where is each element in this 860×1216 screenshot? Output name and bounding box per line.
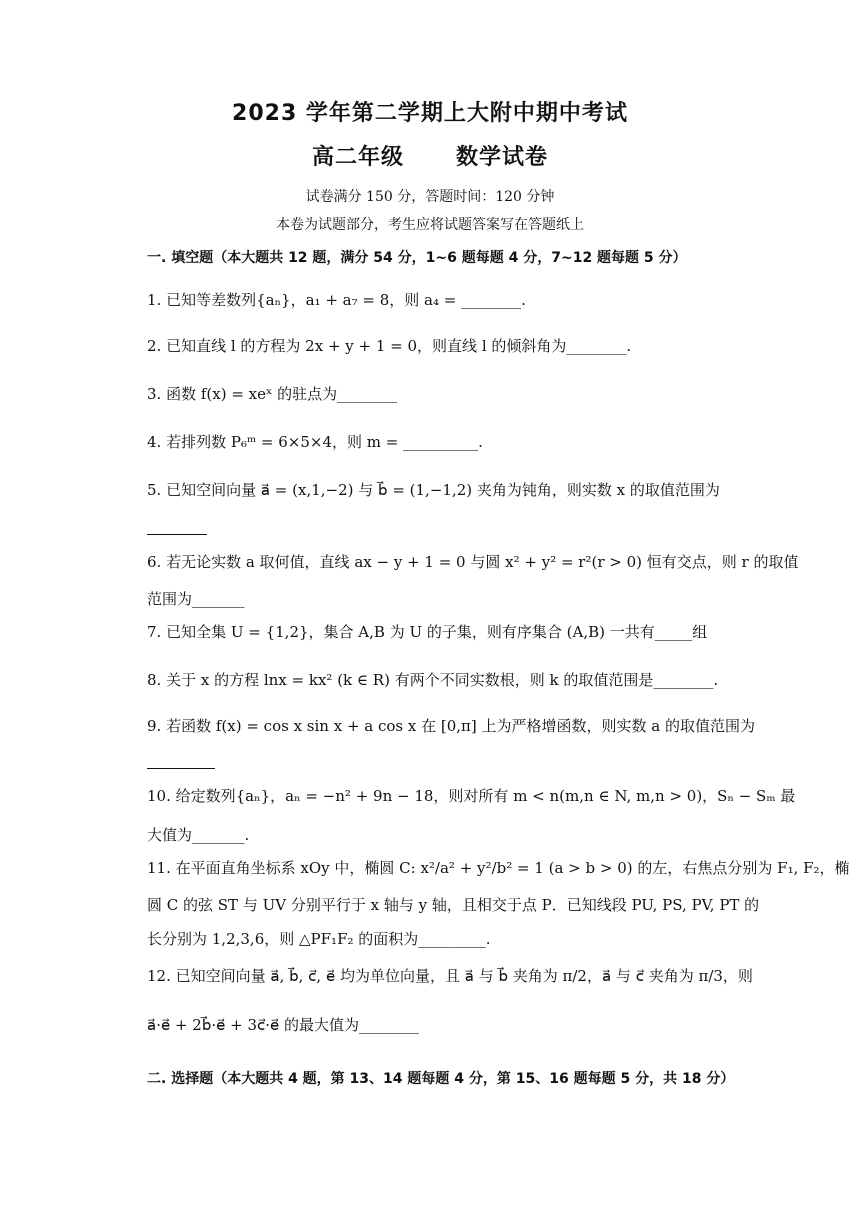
question-9-answer-blank <box>147 768 215 769</box>
exam-title: 2023 学年第二学期上大附中期中考试 <box>232 101 628 126</box>
question-5-answer-blank <box>147 534 207 535</box>
exam-subtitle: 高二年级 数学试卷 <box>312 145 548 170</box>
question-1: 1. 已知等差数列{aₙ}，a₁ + a₇ = 8，则 a₄ = ________. <box>147 291 526 309</box>
exam-note: 本卷为试题部分，考生应将试题答案写在答题纸上 <box>276 217 584 233</box>
section-1-heading: 一. 填空题（本大题共 12 题，满分 54 分，1~6 题每题 4 分，7~12 题每题 5 分） <box>147 250 687 266</box>
question-11: 11. 在平面直角坐标系 xOy 中，椭圆 C: x²/a² + y²/b² = 1 (a > b > 0) 的左，右焦点分别为 F₁, F₂，椭 <box>147 859 850 877</box>
question-8: 8. 关于 x 的方程 lnx = kx² (k ∈ R) 有两个不同实数根，则 k 的取值范围是________. <box>147 671 719 689</box>
question-3: 3. 函数 f(x) = xeˣ 的驻点为________ <box>147 385 398 403</box>
question-9: 9. 若函数 f(x) = cos x sin x + a cos x 在 [0,π] 上为严格增函数，则实数 a 的取值范围为 <box>147 717 756 735</box>
question-11-continued-2: 长分别为 1,2,3,6，则 △PF₁F₂ 的面积为_________. <box>147 930 491 948</box>
question-2: 2. 已知直线 l 的方程为 2x + y + 1 = 0，则直线 l 的倾斜角为________. <box>147 337 632 355</box>
question-6-continued: 范围为_______ <box>147 590 245 608</box>
question-11-continued-1: 圆 C 的弦 ST 与 UV 分别平行于 x 轴与 y 轴，且相交于点 P．已知线段 PU, PS, PV, PT 的 <box>147 896 760 914</box>
question-6: 6. 若无论实数 a 取何值，直线 ax − y + 1 = 0 与圆 x² + y² = r²(r > 0) 恒有交点，则 r 的取值 <box>147 553 799 571</box>
question-12: 12. 已知空间向量 a⃗, b⃗, c⃗, e⃗ 均为单位向量，且 a⃗ 与 b⃗ 夹角为 π/2，a⃗ 与 c⃗ 夹角为 π/3，则 <box>147 967 753 985</box>
question-5: 5. 已知空间向量 a⃗ = (x,1,−2) 与 b⃗ = (1,−1,2) 夹角为钝角，则实数 x 的取值范围为 <box>147 481 720 499</box>
question-4: 4. 若排列数 P₆ᵐ = 6×5×4，则 m = __________. <box>147 433 483 451</box>
question-12-continued: a⃗·e⃗ + 2b⃗·e⃗ + 3c⃗·e⃗ 的最大值为________ <box>147 1016 420 1034</box>
exam-info: 试卷满分 150 分，答题时间：120 分钟 <box>305 189 555 205</box>
question-7: 7. 已知全集 U = {1,2}，集合 A,B 为 U 的子集，则有序集合 (A,B) 一共有_____组 <box>147 623 708 641</box>
section-2-heading: 二. 选择题（本大题共 4 题，第 13、14 题每题 4 分，第 15、16 题每题 5 分，共 18 分） <box>147 1071 735 1087</box>
question-10-continued: 大值为_______. <box>147 826 250 844</box>
question-10: 10. 给定数列{aₙ}，aₙ = −n² + 9n − 18，则对所有 m < n(m,n ∈ N, m,n > 0)，Sₙ − Sₘ 最 <box>147 787 796 805</box>
